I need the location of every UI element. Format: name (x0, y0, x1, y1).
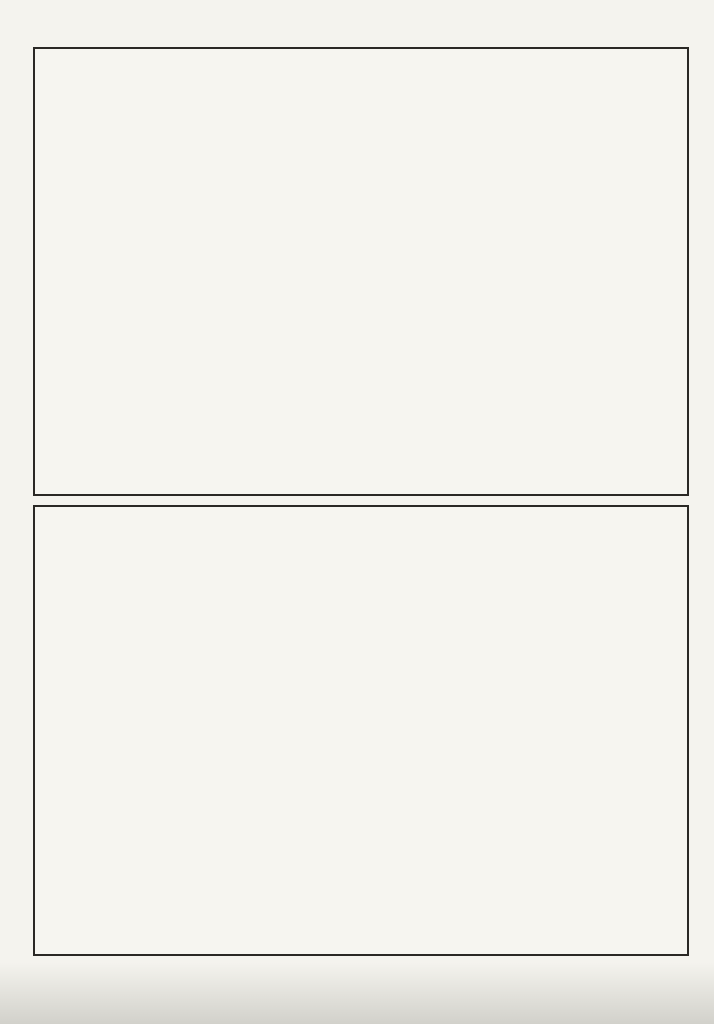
directory-table-bottom (33, 505, 689, 956)
directory-table-top (33, 47, 689, 496)
